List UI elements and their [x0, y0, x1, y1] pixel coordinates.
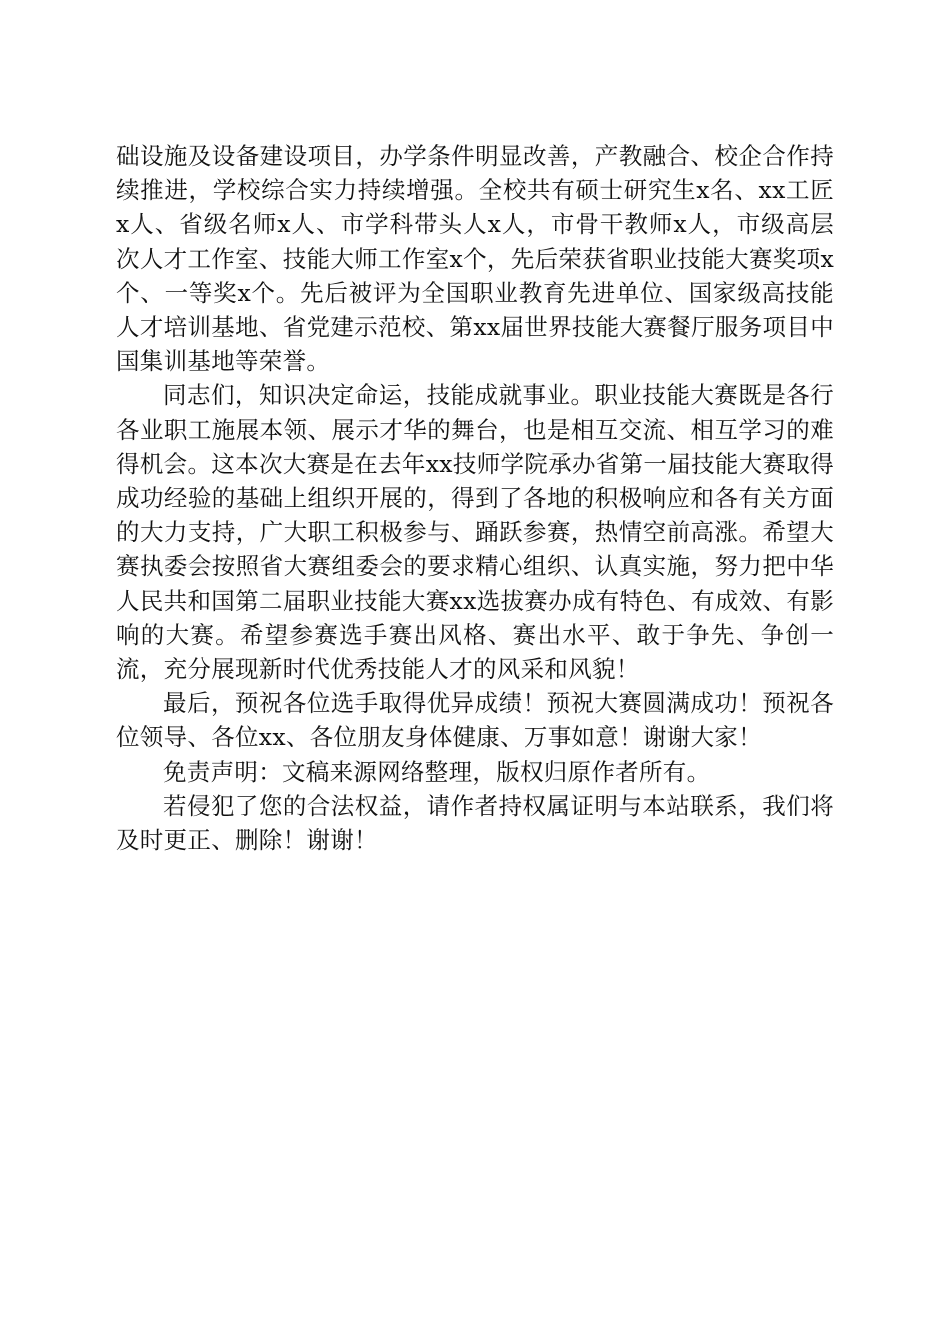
paragraph-school-achievements: 础设施及设备建设项目，办学条件明显改善，产教融合、校企合作持续推进，学校综合实力持续增强。全校共有硕士研究生x名、xx工匠x人、省级名师x人、市学科带头人x人，市骨干教师x人，市级高层次人才工作室、技能大师工作室x个，先后荣获省职业技能大赛奖项x个、一等奖x个。先后被评为全国职业教育先进单位、国家级高技能人才培训基地、省党建示范校、第xx届世界技能大赛餐厅服务项目中国集训基地等荣誉。: [116, 142, 834, 376]
document-body: [116, 139, 834, 857]
paragraph-competition-remarks: 同志们，知识决定命运，技能成就事业。职业技能大赛既是各行各业职工施展本领、展示才华的舞台，也是相互交流、相互学习的难得机会。这本次大赛是在去年xx技师学院承办省第一届技能大赛取得成功经验的基础上组织开展的，得到了各地的积极响应和各有关方面的大力支持，广大职工积极参与、踊跃参赛，热情空前高涨。希望大赛执委会按照省大赛组委会的要求精心组织、认真实施，努力把中华人民共和国第二届职业技能大赛xx选拔赛办成有特色、有成效、有影响的大赛。希望参赛选手赛出风格、赛出水平、敢于争先、争创一流，充分展现新时代优秀技能人才的风采和风貌！: [116, 381, 834, 684]
paragraph-disclaimer: 免责声明：文稿来源网络整理，版权归原作者所有。: [163, 757, 711, 786]
paragraph-closing-wishes: 最后，预祝各位选手取得优异成绩！预祝大赛圆满成功！预祝各位领导、各位xx、各位朋友身体健康、万事如意！谢谢大家！: [116, 689, 834, 752]
paragraph-infringement-notice: 若侵犯了您的合法权益，请作者持权属证明与本站联系，我们将及时更正、删除！谢谢！: [116, 791, 834, 855]
